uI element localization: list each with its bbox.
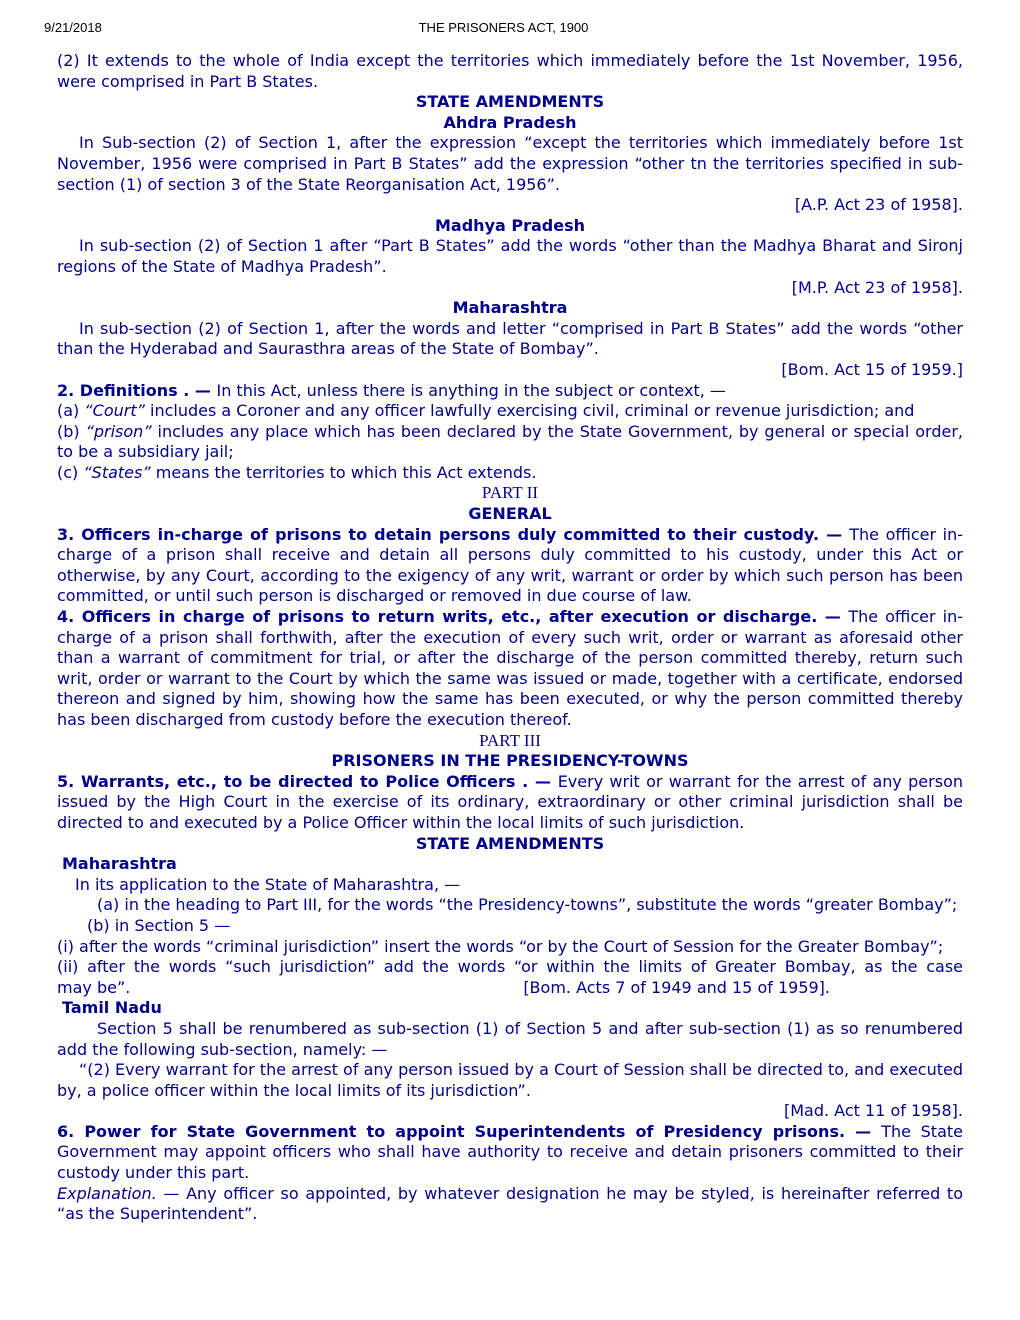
text-segment: In its application to the State of Maharashtra, — xyxy=(75,874,461,894)
citation xyxy=(57,195,963,216)
text-segment: [M.P. Act 23 of 1958]. xyxy=(791,277,963,297)
paragraph xyxy=(57,1184,963,1225)
paragraph xyxy=(57,607,963,731)
state-heading xyxy=(57,998,963,1019)
text-segment: (a) xyxy=(57,401,85,421)
section-heading xyxy=(57,504,963,525)
state-heading xyxy=(57,854,963,875)
section-heading xyxy=(57,751,963,772)
text-segment: Section 5 shall be renumbered as sub-section (1) of Section 5 and after sub-section (1) as so renumbered add the following sub-section, namely: — xyxy=(57,1018,963,1059)
text-segment: Maharashtra xyxy=(62,854,177,874)
text-segment: Ahdra Pradesh xyxy=(443,112,577,132)
text-segment: STATE AMENDMENTS xyxy=(415,92,605,112)
paragraph xyxy=(57,1060,963,1101)
paragraph xyxy=(57,937,963,958)
text-segment: The officer in-charge of a prison shall forthwith, after the execution of every such writ, order or warrant as aforesaid other than a warrant of commitment for trial, or after the discharge of the person committed thereby, return such writ, order or warrant to the Court by which the same was issued or made, together with a certificate, endorsed thereon and signed by him, showing how the same has been executed, or why the person committed thereby has been discharged from custody before the execution thereof. xyxy=(57,607,964,729)
print-date: 9/21/2018 xyxy=(44,20,102,35)
text-segment: In sub-section (2) of Section 1, after the words and letter “comprised in Part B States” add the words “other than the Hyderabad and Saurasthra areas of the State of Bombay”. xyxy=(57,318,963,359)
paragraph xyxy=(57,381,963,402)
paragraph xyxy=(57,875,963,896)
text-segment: (b) in Section 5 — xyxy=(87,915,231,935)
text-segment: PART III xyxy=(479,730,541,750)
paragraph xyxy=(57,51,963,92)
text-segment: “(2) Every warrant for the arrest of any person issued by a Court of Session shall be directed to, and executed by, a police officer within the local limits of its jurisdiction”. xyxy=(57,1060,963,1100)
section-heading xyxy=(57,298,963,319)
text-segment: (ii) after the words “such jurisdiction” add the words “or within the limits of Greater Bombay, as the case xyxy=(57,957,963,977)
text-segment: [Bom. Act 15 of 1959.] xyxy=(781,359,963,379)
section-heading xyxy=(57,92,963,113)
text-segment: 2. Definitions . — xyxy=(57,380,217,400)
section-heading xyxy=(57,834,963,855)
paragraph xyxy=(57,422,963,463)
document-body xyxy=(57,51,963,1225)
paragraph xyxy=(57,319,963,360)
paragraph xyxy=(57,463,963,484)
print-header xyxy=(44,20,963,35)
text-segment: (i) after the words “criminal jurisdiction” insert the words “or by the Court of Session for the Greater Bombay”; xyxy=(57,936,944,956)
citation xyxy=(57,1101,963,1122)
text-segment: may be”. xyxy=(57,977,131,997)
text-segment: PART II xyxy=(481,483,539,503)
section-heading xyxy=(57,216,963,237)
text-segment: (c) xyxy=(57,462,84,482)
text-segment: Maharashtra xyxy=(452,298,568,318)
paragraph xyxy=(57,236,963,277)
paragraph xyxy=(57,525,963,607)
paragraph xyxy=(57,916,963,937)
text-segment: “prison” xyxy=(85,421,152,441)
paragraph xyxy=(57,1019,963,1060)
paragraph xyxy=(57,978,963,999)
text-segment: (a) in the heading to Part III, for the words “the Presidency-towns”, substitute the words “greater Bombay”; xyxy=(97,895,958,915)
section-heading xyxy=(57,731,963,752)
text-segment: In sub-section (2) of Section 1 after “Part B States” add the words “other than the Madhya Bharat and Sironj regions of the State of Madhya Pradesh”. xyxy=(57,236,963,276)
text-segment: 5. Warrants, etc., to be directed to Police Officers . — xyxy=(57,771,558,791)
text-segment: 4. Officers in charge of prisons to return writs, etc., after execution or discharge. — xyxy=(57,607,849,627)
text-segment: [Mad. Act 11 of 1958]. xyxy=(784,1101,963,1121)
text-segment: “States” xyxy=(83,462,151,482)
text-segment: 3. Officers in-charge of prisons to detain persons duly committed to their custody. — xyxy=(57,524,850,544)
text-segment: 6. Power for State Government to appoint Superintendents of Presidency prisons. — xyxy=(57,1121,882,1141)
text-segment: Explanation. xyxy=(57,1183,164,1203)
text-segment: GENERAL xyxy=(468,504,552,524)
text-segment: includes any place which has been declared by the State Government, by general or special order, to be a subsidiary jail; xyxy=(57,421,963,462)
text-segment: [A.P. Act 23 of 1958]. xyxy=(794,195,963,215)
print-title: THE PRISONERS ACT, 1900 xyxy=(418,20,589,35)
text-segment: In Sub-section (2) of Section 1, after the expression “except the territories which immediately before 1st November, 1956 were comprised in Part B States” add the expression “other tn the territories specified in sub-section (1) of section 3 of the State Reorganisation Act, 1956”. xyxy=(57,133,963,194)
text-segment: “Court” xyxy=(84,401,145,421)
text-segment: Every writ or warrant for the arrest of any person issued by the High Court in the exercise of its ordinary, extraordinary or other criminal jurisdiction shall be directed to and executed by a Police Officer within the local limits of such jurisdiction. xyxy=(57,771,963,832)
text-segment: (2) It extends to the whole of India except the territories which immediately before the 1st November, 1956, were comprised in Part B States. xyxy=(57,51,963,91)
paragraph xyxy=(57,1122,963,1184)
text-segment: In this Act, unless there is anything in the subject or context, — xyxy=(216,380,726,400)
paragraph xyxy=(57,772,963,834)
text-segment: The officer in-charge of a prison shall receive and detain all persons duly committed to his custody, under this Act or otherwise, by any Court, according to the exigency of any writ, warrant or order by which such person has been committed, or until such person is discharged or removed in due course of law. xyxy=(57,524,963,606)
text-segment: Tamil Nadu xyxy=(62,998,162,1018)
text-segment: includes a Coroner and any officer lawfully exercising civil, criminal or revenue jurisdiction; and xyxy=(144,401,915,421)
citation xyxy=(57,360,963,381)
citation xyxy=(57,278,963,299)
paragraph xyxy=(57,133,963,195)
text-segment: PRISONERS IN THE PRESIDENCY-TOWNS xyxy=(331,751,689,771)
paragraph xyxy=(57,895,963,916)
section-heading xyxy=(57,483,963,504)
text-segment: (b) xyxy=(57,421,86,441)
text-segment: [Bom. Acts 7 of 1949 and 15 of 1959]. xyxy=(523,977,830,997)
paragraph xyxy=(57,401,963,422)
text-segment: — Any officer so appointed, by whatever designation he may be styled, is hereinafter referred to “as the Superintendent”. xyxy=(57,1183,963,1224)
text-segment: Madhya Pradesh xyxy=(435,215,585,235)
text-segment: means the territories to which this Act extends. xyxy=(150,462,537,482)
text-segment: STATE AMENDMENTS xyxy=(415,833,605,853)
paragraph xyxy=(57,957,963,978)
text-segment: The State Government may appoint officers who shall have authority to receive and detain prisoners committed to their custody under this part. xyxy=(57,1121,963,1183)
section-heading xyxy=(57,113,963,134)
